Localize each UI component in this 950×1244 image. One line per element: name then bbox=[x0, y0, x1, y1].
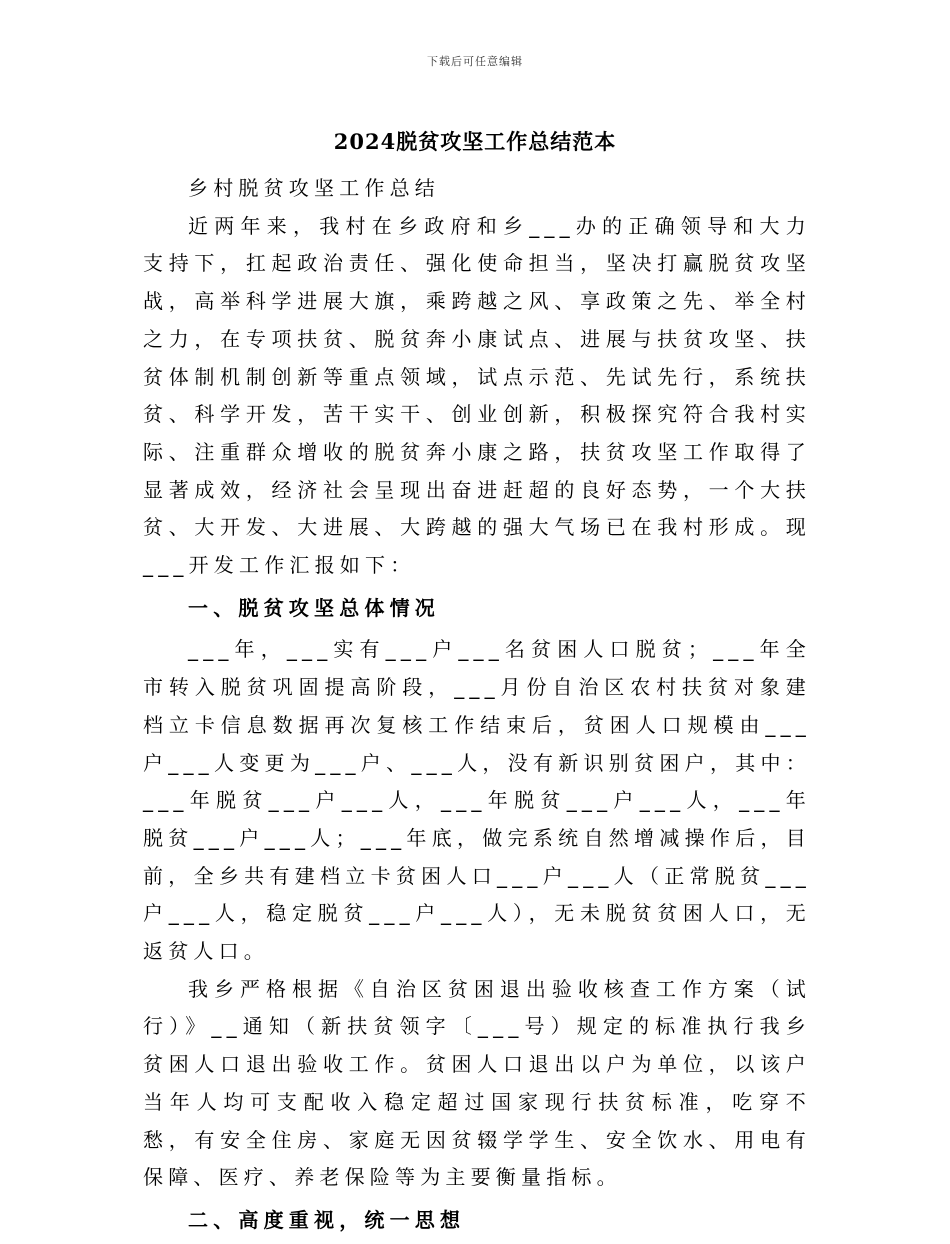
intro-paragraph: 近两年来，我村在乡政府和乡___办的正确领导和大力支持下，扛起政治责任、强化使命担当，坚决打赢脱贫攻坚战，高举科学进展大旗，乘跨越之风、享政策之先、举全村之力，在专项扶贫、脱贫奔小康试点、进展与扶贫攻坚、扶贫体制机制创新等重点领域，试点示范、先试先行，系统扶贫、科学开发，苦干实干、创业创新，积极探究符合我村实际、注重群众增收的脱贫奔小康之路，扶贫攻坚工作取得了显著成效，经济社会呈现出奋进赶超的良好态势，一个大扶贫、大开发、大进展、大跨越的强大气场已在我村形成。现___开发工作汇报如下： bbox=[143, 213, 811, 578]
overview-paragraph: ___年，___实有___户___名贫困人口脱贫；___年全市转入脱贫巩固提高阶段，___月份自治区农村扶贫对象建档立卡信息数据再次复核工作结束后，贫困人口规模由___户___人变更为___户、___人，没有新识别贫困户，其中：___年脱贫___户___人，___年脱贫___户___人，___年脱贫___户___人；___年底，做完系统自然增减操作后，目前，全乡共有建档立卡贫困人口___户___人（正常脱贫___户___人，稳定脱贫___户___人），无未脱贫贫困人口，无返贫人口。 bbox=[143, 637, 811, 964]
document-title: 2024脱贫攻坚工作总结范本 bbox=[333, 129, 617, 154]
section-heading-2: 二、高度重视，统一思想 bbox=[188, 1207, 466, 1232]
subtitle-paragraph: 乡村脱贫攻坚工作总结 bbox=[188, 176, 440, 200]
page-header-note: 下载后可任意编辑 bbox=[427, 55, 523, 68]
document-body bbox=[143, 170, 811, 1244]
section-heading-1: 一、脱贫攻坚总体情况 bbox=[188, 595, 440, 620]
standard-paragraph: 我乡严格根据《自治区贫困退出验收核查工作方案（试行）》__通知（新扶贫领字〔___号）规定的标准执行我乡贫困人口退出验收工作。贫困人口退出以户为单位，以该户当年人均可支配收入稳定超过国家现行扶贫标准，吃穿不愁，有安全住房、家庭无因贫辍学学生、安全饮水、用电有保障、医疗、养老保险等为主要衡量指标。 bbox=[143, 976, 811, 1190]
